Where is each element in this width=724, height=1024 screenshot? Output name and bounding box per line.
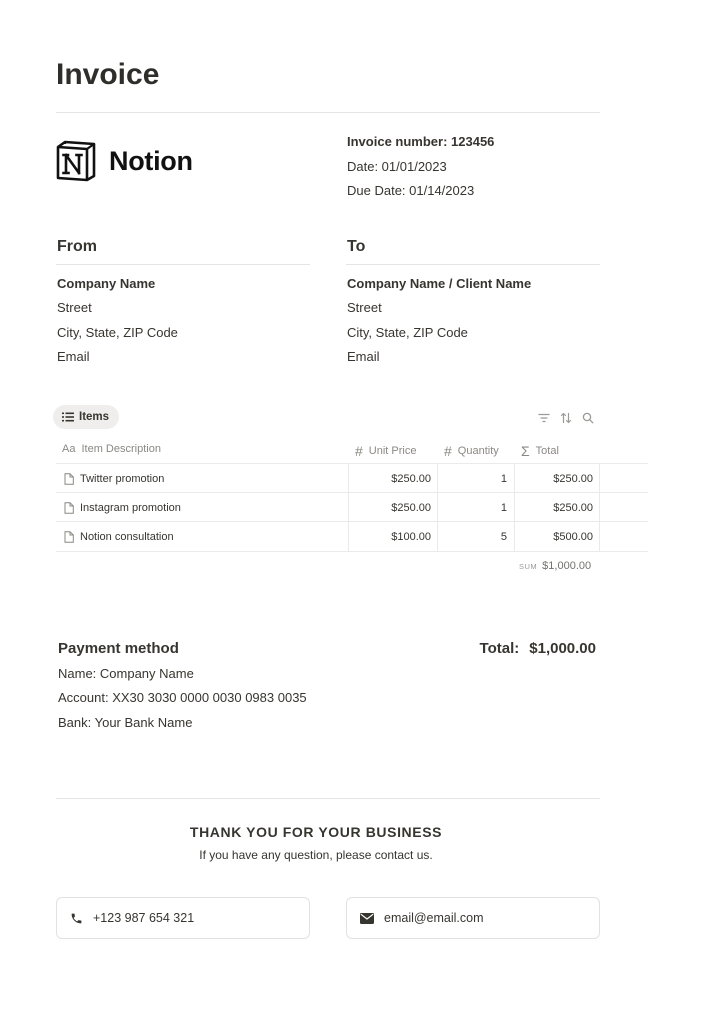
- to-email: Email: [347, 349, 380, 364]
- table-row[interactable]: [56, 492, 648, 522]
- title-divider: [56, 112, 600, 113]
- item-quantity[interactable]: 1: [500, 472, 507, 485]
- phone-icon: [70, 912, 83, 925]
- list-icon: [62, 412, 74, 422]
- brand-name: Notion: [109, 145, 193, 176]
- item-quantity[interactable]: 5: [500, 530, 507, 543]
- to-heading: To: [347, 238, 366, 255]
- brand-logo: [55, 140, 193, 182]
- item-unit-price[interactable]: $250.00: [391, 501, 431, 514]
- column-header-description[interactable]: Aa Item Description: [62, 443, 161, 455]
- invoice-due-date: Due Date: 01/14/2023: [347, 183, 475, 198]
- grand-total-value: $1,000.00: [529, 640, 596, 657]
- from-company: Company Name: [57, 276, 156, 291]
- column-header-quantity[interactable]: # Quantity: [444, 443, 499, 459]
- items-view-label: Items: [79, 411, 110, 423]
- grand-total-label: Total:: [479, 640, 520, 657]
- column-header-total[interactable]: Σ Total: [521, 443, 559, 459]
- payment-heading: Payment method: [58, 640, 179, 657]
- item-unit-price[interactable]: $100.00: [391, 530, 431, 543]
- table-sum: [519, 560, 591, 572]
- invoice-number: Invoice number: 123456: [347, 134, 495, 149]
- from-heading: From: [57, 238, 97, 255]
- to-street: Street: [347, 300, 382, 315]
- payment-bank: Bank: Your Bank Name: [58, 715, 193, 730]
- sort-icon[interactable]: [560, 412, 572, 424]
- table-row[interactable]: [56, 463, 648, 493]
- from-email: Email: [57, 349, 90, 364]
- from-city: City, State, ZIP Code: [57, 325, 178, 340]
- column-header-unit-price[interactable]: # Unit Price: [355, 443, 417, 459]
- phone-number[interactable]: +123 987 654 321: [93, 911, 195, 925]
- email-callout: [346, 897, 600, 939]
- to-company: Company Name / Client Name: [347, 276, 532, 291]
- search-icon[interactable]: [582, 412, 594, 424]
- text-property-icon: Aa: [62, 443, 76, 455]
- envelope-icon: [360, 913, 374, 924]
- filter-icon[interactable]: [538, 412, 550, 424]
- page-icon: [64, 522, 74, 551]
- phone-callout: [56, 897, 310, 939]
- item-quantity[interactable]: 1: [500, 501, 507, 514]
- to-city: City, State, ZIP Code: [347, 325, 468, 340]
- items-view-tab[interactable]: [53, 405, 119, 429]
- from-street: Street: [57, 300, 92, 315]
- page-title: Invoice: [56, 58, 160, 91]
- to-divider: [346, 264, 600, 265]
- sum-label: SUM: [519, 562, 538, 571]
- footer-divider: [56, 798, 600, 799]
- payment-name: Name: Company Name: [58, 666, 194, 681]
- table-row[interactable]: [56, 521, 648, 552]
- number-property-icon: #: [355, 443, 363, 459]
- item-unit-price[interactable]: $250.00: [391, 472, 431, 485]
- thank-you-heading: THANK YOU FOR YOUR BUSINESS: [189, 824, 443, 840]
- number-property-icon: #: [444, 443, 452, 459]
- page-icon: [64, 493, 74, 522]
- item-total: $500.00: [553, 530, 593, 543]
- item-description[interactable]: Twitter promotion: [80, 472, 165, 485]
- email-address[interactable]: email@email.com: [384, 911, 484, 925]
- from-divider: [56, 264, 310, 265]
- item-description[interactable]: Notion consultation: [80, 530, 174, 543]
- page-icon: [64, 464, 74, 493]
- payment-account: Account: XX30 3030 0000 0030 0983 0035: [58, 690, 307, 705]
- sum-value: $1,000.00: [542, 560, 592, 572]
- item-total: $250.00: [553, 472, 593, 485]
- grand-total: [480, 640, 596, 657]
- invoice-date: Date: 01/01/2023: [347, 159, 447, 174]
- formula-property-icon: Σ: [521, 443, 530, 459]
- contact-note: If you have any question, please contact us.: [199, 848, 433, 862]
- item-description[interactable]: Instagram promotion: [80, 501, 181, 514]
- item-total: $250.00: [553, 501, 593, 514]
- notion-logo-icon: [55, 140, 97, 182]
